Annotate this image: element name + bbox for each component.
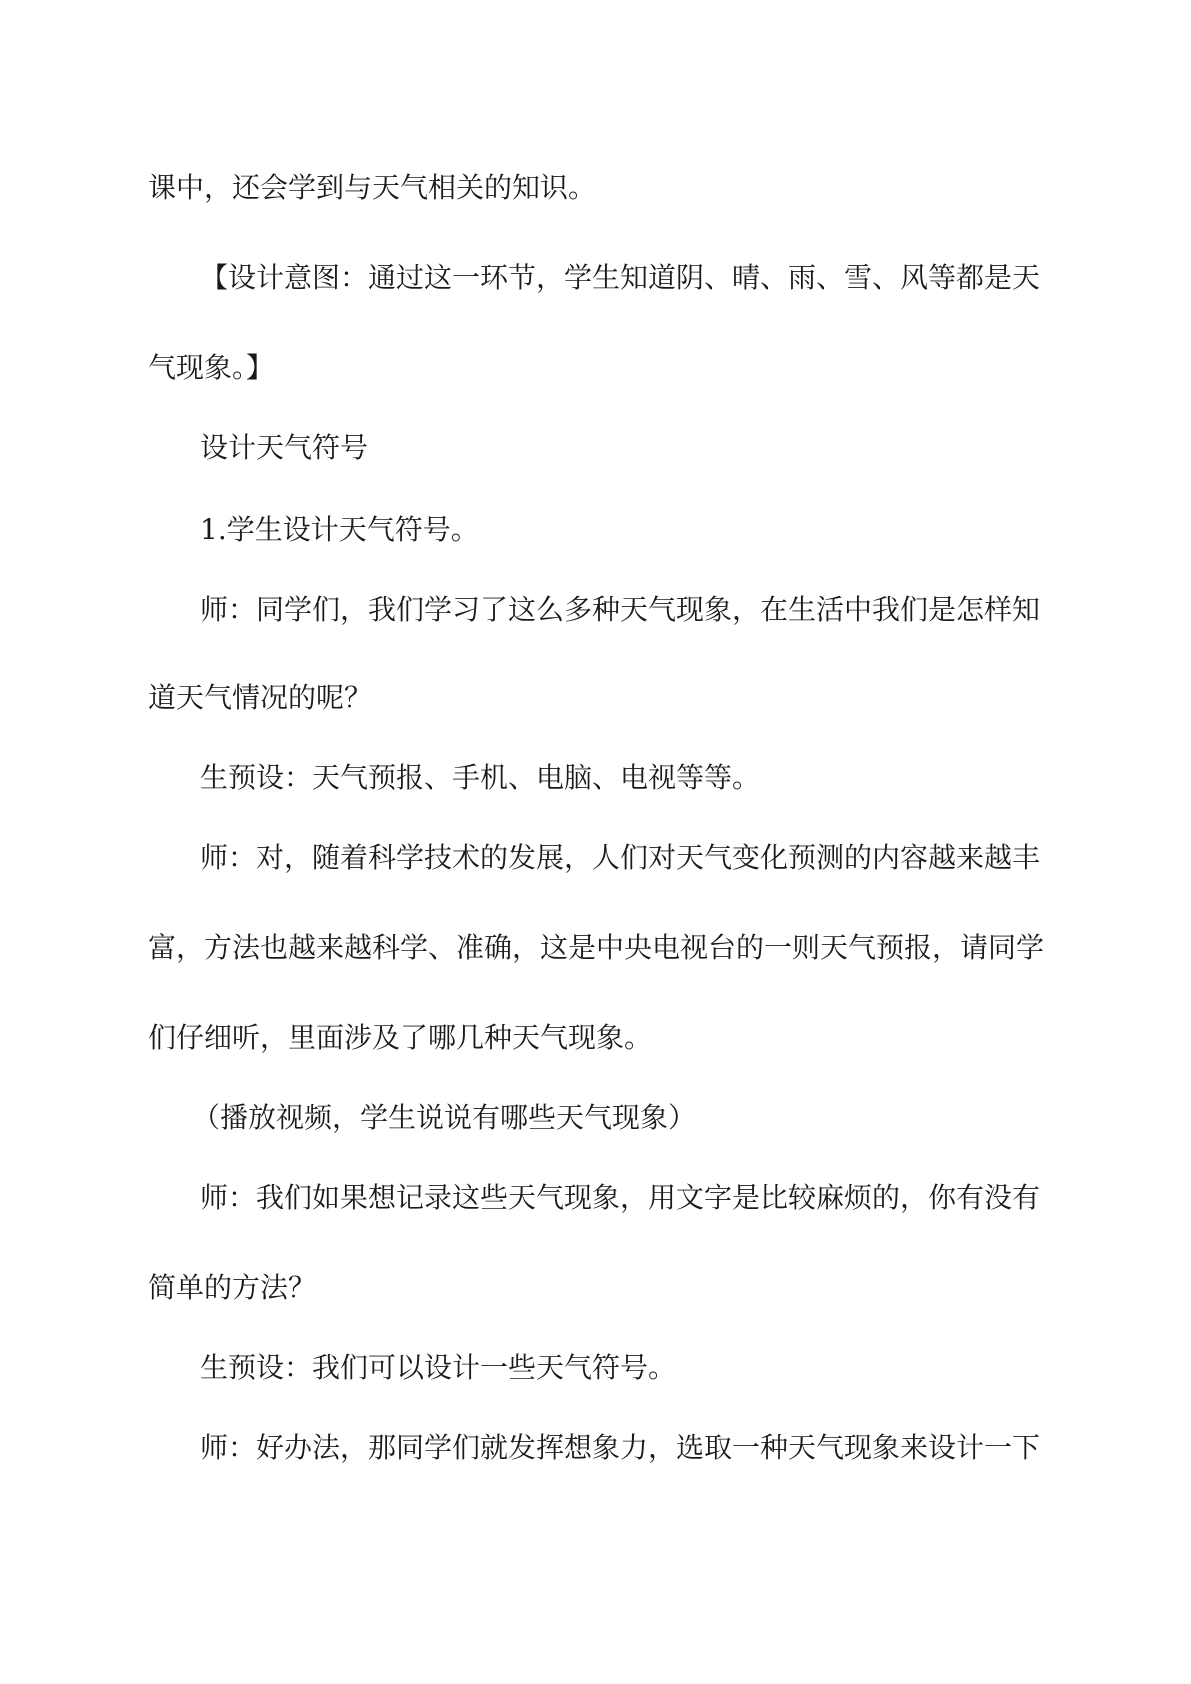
activity-note: （播放视频，学生说说有哪些天气现象） xyxy=(192,1101,697,1134)
teacher-line: 师：好办法，那同学们就发挥想象力，选取一种天气现象来设计一下 xyxy=(200,1431,1041,1464)
teacher-line: 师：对，随着科学技术的发展，人们对天气变化预测的内容越来越丰 xyxy=(200,841,1041,874)
teacher-line-continuation: 道天气情况的呢？ xyxy=(148,681,373,714)
step-heading: 1.学生设计天气符号。 xyxy=(200,513,479,546)
teacher-line-continuation: 简单的方法？ xyxy=(148,1271,317,1304)
design-intent-text-continuation: 气现象。】 xyxy=(148,351,275,384)
design-intent-text: 【设计意图：通过这一环节，学生知道阴、晴、雨、雪、风等都是天 xyxy=(200,261,1041,294)
student-line: 生预设：天气预报、手机、电脑、电视等等。 xyxy=(200,761,761,794)
teacher-line: 师：我们如果想记录这些天气现象，用文字是比较麻烦的，你有没有 xyxy=(200,1181,1041,1214)
teacher-line-continuation: 们仔细听，里面涉及了哪几种天气现象。 xyxy=(148,1021,653,1054)
teacher-line-continuation: 富，方法也越来越科学、准确，这是中央电视台的一则天气预报，请同学 xyxy=(148,931,1045,964)
student-line: 生预设：我们可以设计一些天气符号。 xyxy=(200,1351,677,1384)
section-heading: 设计天气符号 xyxy=(200,431,369,464)
paragraph-continuation: 课中，还会学到与天气相关的知识。 xyxy=(148,171,597,204)
teacher-line: 师：同学们，我们学习了这么多种天气现象，在生活中我们是怎样知 xyxy=(200,593,1041,626)
